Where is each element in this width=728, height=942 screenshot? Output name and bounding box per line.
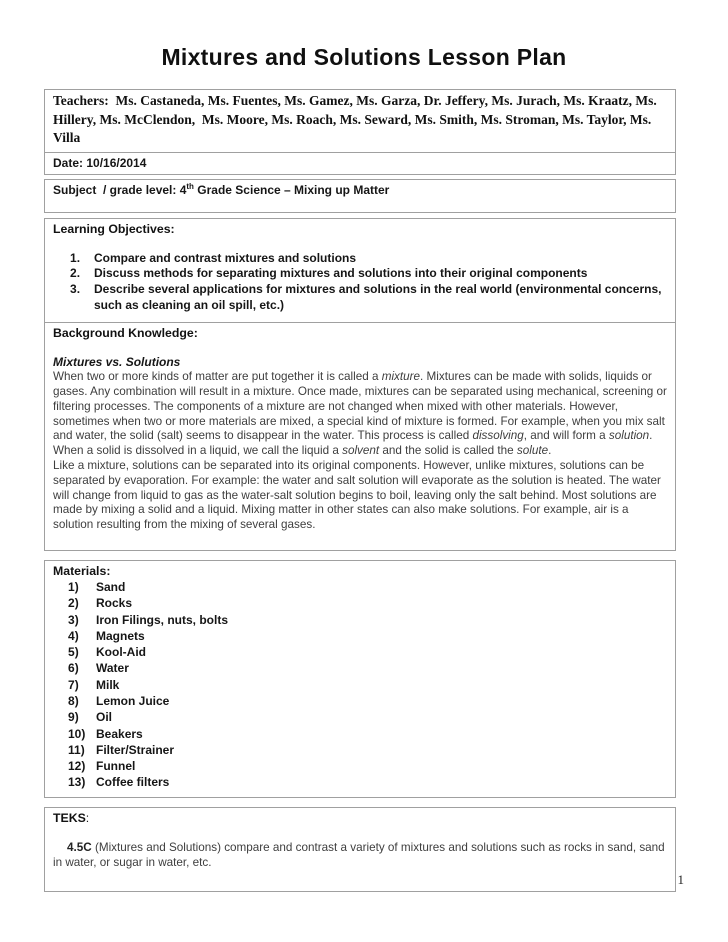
material-item: Beakers <box>96 726 143 741</box>
objective-item: Discuss methods for separating mixtures and solutions into their original components <box>94 266 588 281</box>
background-knowledge-section <box>44 322 676 551</box>
mixtures-vs-solutions-subheading: Mixtures vs. Solutions <box>53 355 181 370</box>
spacer <box>53 341 667 355</box>
materials-heading: Materials: <box>53 563 111 578</box>
background-knowledge-heading: Background Knowledge: <box>53 326 198 341</box>
teachers-section <box>44 89 676 153</box>
teks-body: 4.5C (Mixtures and Solutions) compare and contrast a variety of mixtures and solutions such as rocks in sand, sand in water, or sugar in water, etc. <box>53 840 665 870</box>
learning-objectives-list <box>53 251 667 313</box>
material-item: Rocks <box>96 596 133 611</box>
background-paragraph-2: Like a mixture, solutions can be separated into its original components. However, unlike mixtures, solutions can be separated by evaporation. For example: the water and salt solution will evaporate as the solution is heated. The water will change from liquid to gas as the water-salt solution begins to boil, leaving only the salt behind. Most solutions are made by mixing a solid and a liquid. Mixing matter in other states can also make solutions. For example, air is a solution resulting from the mixing of several gases. <box>53 458 661 532</box>
subject-text: Subject / grade level: 4th Grade Science – Mixing up Matter <box>53 181 390 197</box>
page-number: 1 <box>677 872 684 887</box>
objective-item: Describe several applications for mixtures and solutions in the real world (environmental concerns, such as cleaning an oil spill, etc.) <box>94 281 662 312</box>
material-item: Sand <box>96 579 126 594</box>
material-item: Coffee filters <box>96 775 170 790</box>
materials-section <box>44 560 676 798</box>
materials-list <box>53 579 667 791</box>
learning-objectives-heading: Learning Objectives: <box>53 221 175 236</box>
page-title: Mixtures and Solutions Lesson Plan <box>161 44 567 70</box>
material-item: Lemon Juice <box>96 694 170 708</box>
material-item: Iron Filings, nuts, bolts <box>96 612 228 627</box>
subject-section <box>44 179 676 213</box>
material-item: Milk <box>96 677 120 692</box>
material-item: Magnets <box>96 628 145 643</box>
date-text: Date: 10/16/2014 <box>53 155 147 170</box>
material-item: Water <box>96 661 129 676</box>
objective-item: Compare and contrast mixtures and solutions <box>94 250 357 265</box>
teks-section <box>44 807 676 892</box>
spacer <box>53 237 667 251</box>
spacer <box>53 826 667 840</box>
teachers-text: Teachers: Ms. Castaneda, Ms. Fuentes, Ms. Gamez, Ms. Garza, Dr. Jeffery, Ms. Jurach, Ms. Kraatz, Ms. Hillery, Ms. McClendon, Ms. Moore, Ms. Roach, Ms. Seward, Ms. Smith, Ms. Stroman, Ms. Taylor, Ms. Villa <box>53 93 657 146</box>
material-item: Oil <box>96 710 113 725</box>
material-item: Kool-Aid <box>96 645 146 660</box>
learning-objectives-section <box>44 218 676 323</box>
material-item: Filter/Strainer <box>96 742 175 757</box>
material-item: Funnel <box>96 759 136 774</box>
date-section <box>44 152 676 175</box>
teks-heading: TEKS: <box>53 810 90 825</box>
background-paragraph-1: When two or more kinds of matter are put together it is called a mixture. Mixtures can be made with solids, liquids or gases. Any combination will result in a mixture. Once made, mixtures can be separated using mechanical, screening or filtering processes. The components of a mixture are not changed when mixed with other materials. However, sometimes when two or more materials are mixed, a special kind of mixture is formed. For example, when you mix salt and water, the solid (salt) seems to disappear in the water. This process is called dissolving, and will form a solution. When a solid is dissolved in a liquid, we call the liquid a solvent and the solid is called the solute. <box>53 370 667 458</box>
document-body <box>44 89 676 892</box>
